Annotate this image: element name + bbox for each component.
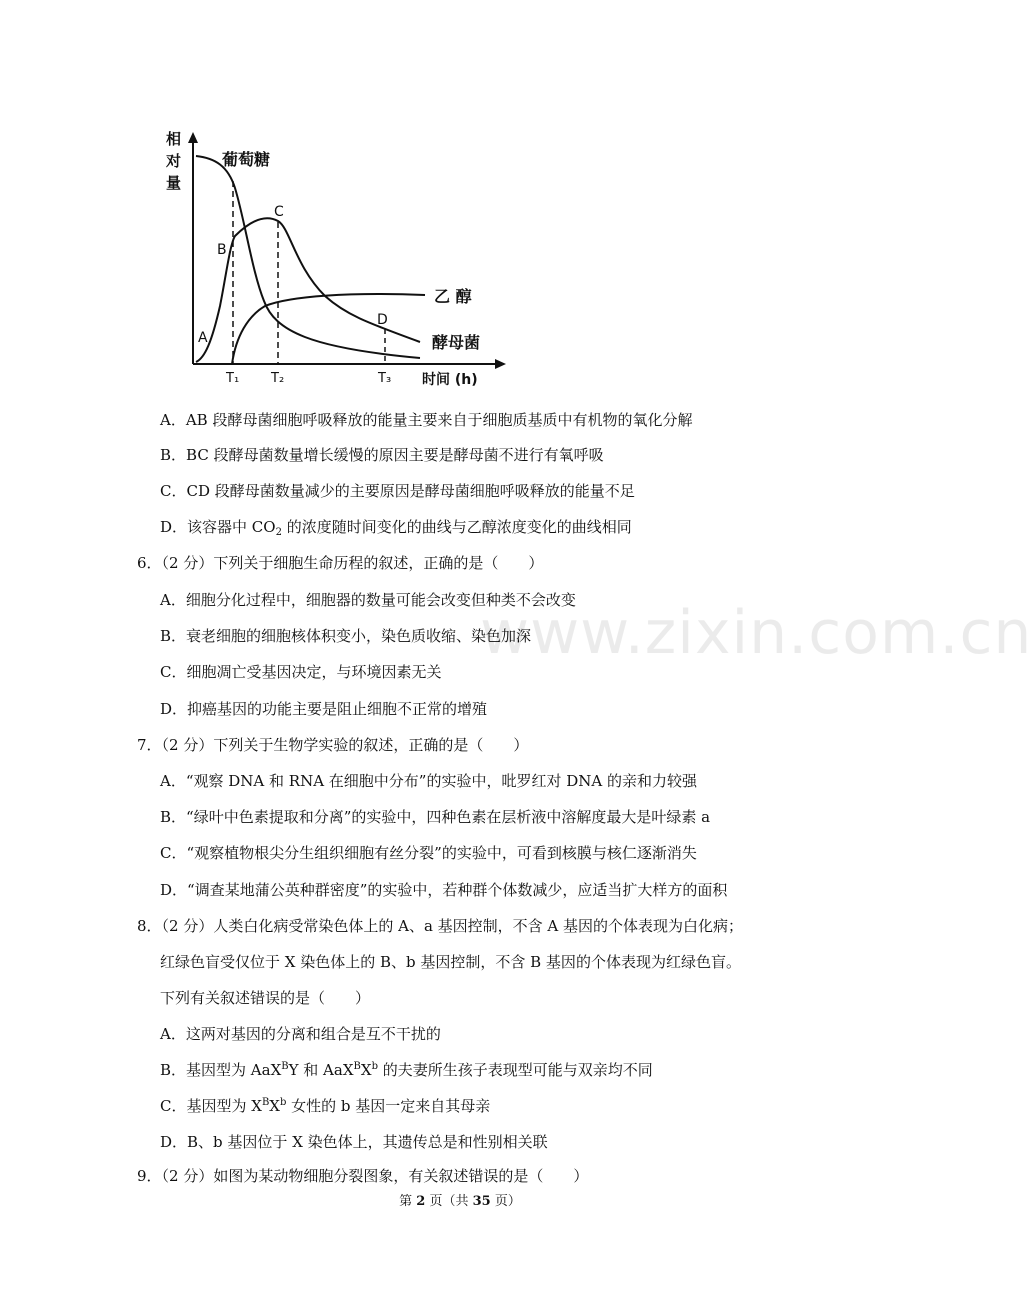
q5-option-b-text: BC 段酵母菌数量增长缓慢的原因主要是酵母菌不进行有氧呼吸 [186,446,604,464]
q5-option-d-text-pre: 该容器中 CO [187,518,276,536]
page-footer [0,1190,920,1209]
q8-option-b-part-3: X [360,1061,372,1079]
watermark: www.zixin.com.cn [480,598,1032,668]
y-label-char-3: 量 [166,174,182,192]
point-a-label: A [198,330,208,346]
q5-option-d-subscript: 2 [275,527,282,538]
q6-stem: 6．（2 分）下列关于细胞生命历程的叙述，正确的是（ ） [137,554,544,572]
footer-middle: 页（共 [425,1194,473,1209]
footer-prefix: 第 [399,1194,417,1209]
q8-option-b-sup-1: B [281,1061,289,1072]
q8-option-a: A．这两对基因的分离和组合是互不干扰的 [160,1025,441,1043]
q5-option-b-letter: B． [160,446,187,464]
q8-option-b-sup-2: B [353,1061,361,1072]
q8-option-c-part-2: X [269,1097,280,1115]
yeast-curve [196,218,420,362]
q8-option-d: D．B、b 基因位于 X 染色体上，其遗传总是和性别相关联 [160,1133,548,1151]
yeast-curve-label: 酵母菌 [432,333,481,352]
point-c-label: C [274,204,284,220]
q8-option-b-sup-3: b [371,1061,378,1072]
q6-option-d: D．抑癌基因的功能主要是阻止细胞不正常的增殖 [160,700,488,718]
y-label-char-2: 对 [166,152,182,170]
q8-option-b-part-4: 的夫妻所生孩子表现型可能与双亲均不同 [377,1061,653,1079]
q6-option-a: A．细胞分化过程中，细胞器的数量可能会改变但种类不会改变 [160,591,576,609]
q5-option-a-letter: A． [160,411,186,429]
q8-option-b-part-2: Y 和 AaX [288,1061,354,1079]
q5-option-d-letter: D． [160,518,188,536]
point-d-label: D [377,312,388,328]
footer-suffix: 页） [490,1194,521,1209]
ethanol-curve-label: 乙 醇 [434,287,472,306]
q7-option-a: A．“观察 DNA 和 RNA 在细胞中分布”的实验中，吡罗红对 DNA 的亲和力较强 [160,772,697,790]
y-label-char-1: 相 [166,130,182,148]
y-axis-arrow [188,132,198,143]
q8-stem-line-1: 8．（2 分）人类白化病受常染色体上的 A、a 基因控制，不含 A 基因的个体表现为白化病； [137,917,744,935]
q5-option-d [160,517,632,537]
q8-option-c-sup-1: B [261,1097,270,1108]
q5-option-b [160,445,604,465]
t1-tick-label: T₁ [226,371,240,386]
glucose-curve-label: 葡萄糖 [222,150,271,169]
q8-option-c [160,1096,490,1116]
footer-total-pages: 35 [472,1194,491,1209]
q8-option-c-part-3: 女性的 b 基因一定来自其母亲 [286,1097,491,1115]
q7-stem: 7．（2 分）下列关于生物学实验的叙述，正确的是（ ） [137,736,529,754]
x-axis-label: 时间 (h) [422,372,478,388]
ethanol-curve [232,294,425,364]
footer-page-number: 2 [416,1194,426,1209]
figure-graph [160,126,510,388]
q8-option-b-part-1: B．基因型为 AaX [160,1061,282,1079]
q5-option-c-text: CD 段酵母菌数量减少的主要原因是酵母菌细胞呼吸释放的能量不足 [186,482,635,500]
q6-option-b: B．衰老细胞的细胞核体积变小，染色质收缩、染色加深 [160,627,532,645]
q8-stem-line-2: 红绿色盲受仅位于 X 染色体上的 B、b 基因控制，不含 B 基因的个体表现为红绿色盲。 [160,953,741,971]
q8-option-c-part-1: C．基因型为 X [160,1097,262,1115]
t3-tick-label: T₃ [378,371,392,386]
x-axis-arrow [495,359,506,369]
q5-option-c-letter: C． [160,482,187,500]
q5-option-a-text: AB 段酵母菌细胞呼吸释放的能量主要来自于细胞质基质中有机物的氧化分解 [185,411,693,429]
q8-option-c-sup-2: b [279,1097,287,1108]
point-b-label: B [217,242,227,258]
q5-option-d-text-post: 的浓度随时间变化的曲线与乙醇浓度变化的曲线相同 [281,518,632,536]
q6-option-c: C．细胞凋亡受基因决定，与环境因素无关 [160,663,442,681]
q8-option-b [160,1060,653,1080]
q7-option-b: B．“绿叶中色素提取和分离”的实验中，四种色素在层析液中溶解度最大是叶绿素 a [160,808,711,826]
q5-option-a [160,410,692,430]
t2-tick-label: T₂ [271,371,285,386]
q7-option-d: D．“调查某地蒲公英种群密度”的实验中，若种群个体数减少，应适当扩大样方的面积 [160,881,728,899]
yeast-growth-figure [160,126,510,388]
q5-option-c [160,481,635,501]
q7-option-c: C．“观察植物根尖分生组织细胞有丝分裂”的实验中，可看到核膜与核仁逐渐消失 [160,844,697,862]
q9-stem: 9．（2 分）如图为某动物细胞分裂图象，有关叙述错误的是（ ） [137,1167,589,1185]
q8-stem-line-3: 下列有关叙述错误的是（ ） [160,989,371,1007]
